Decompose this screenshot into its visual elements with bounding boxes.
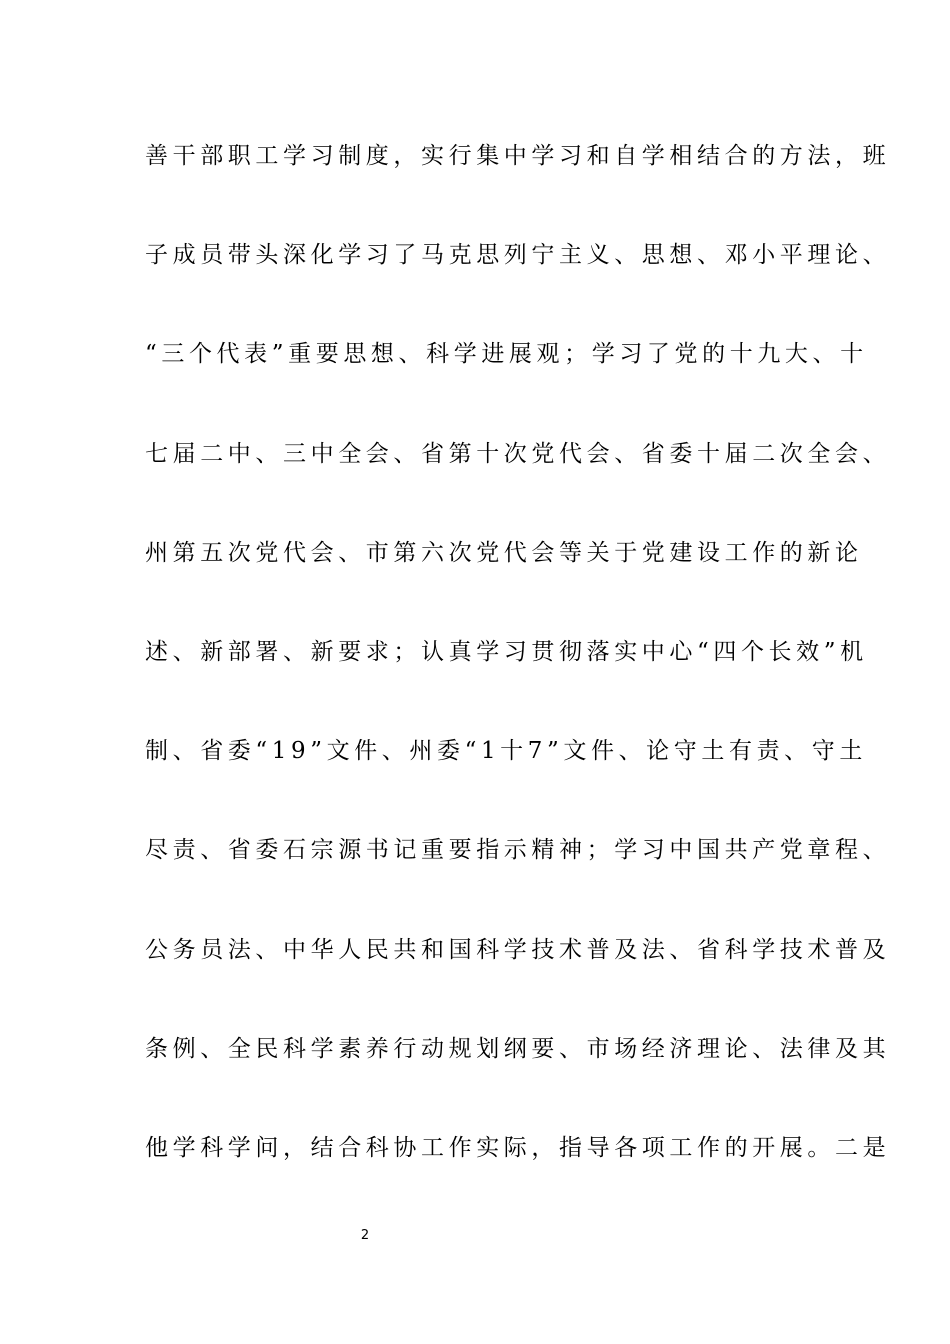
text-line: “三个代表”重要思想、科学进展观；学习了党的十九大、十 — [145, 341, 868, 368]
text-line: 条例、全民科学素养行动规划纲要、市场经济理论、法律及其 — [145, 1035, 891, 1062]
page-number: 2 — [360, 1228, 370, 1243]
text-line: 制、省委“19”文件、州委“1十7”文件、论守土有责、守土 — [145, 738, 867, 765]
text-line: 善干部职工学习制度，实行集中学习和自学相结合的方法，班 — [145, 143, 891, 169]
body-text — [145, 136, 891, 1227]
text-line: 述、新部署、新要求；认真学习贯彻落实中心“四个长效”机 — [145, 638, 868, 665]
text-line: 七届二中、三中全会、省第十次党代会、省委十届二次全会、 — [145, 440, 891, 467]
text-line: 他学科学问，结合科协工作实际，指导各项工作的开展。二是 — [145, 1134, 891, 1161]
text-line: 州第五次党代会、市第六次党代会等关于党建设工作的新论 — [145, 539, 863, 566]
text-line: 公务员法、中华人民共和国科学技术普及法、省科学技术普及 — [145, 936, 891, 963]
text-line: 子成员带头深化学习了马克思列宁主义、思想、邓小平理论、 — [145, 242, 891, 269]
text-line: 尽责、省委石宗源书记重要指示精神；学习中国共产党章程、 — [145, 837, 891, 864]
